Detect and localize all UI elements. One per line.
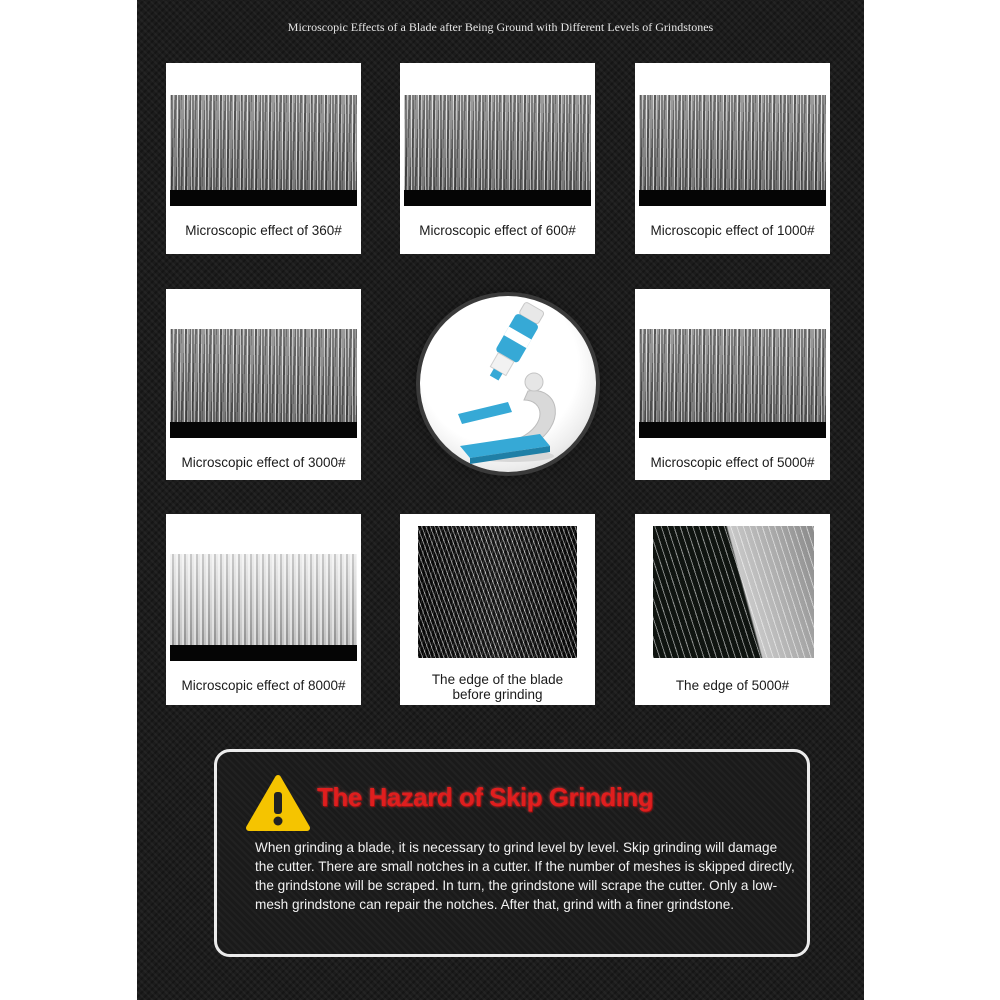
card-caption-line1: The edge of the blade (431, 672, 564, 687)
card-5000 (635, 289, 830, 480)
card-caption: Microscopic effect of 8000# (181, 678, 346, 693)
micrograph-image (170, 554, 357, 661)
card-caption: Microscopic effect of 5000# (650, 455, 815, 470)
micrograph-image (170, 95, 357, 206)
card-3000 (166, 289, 361, 480)
micrograph-image (170, 329, 357, 438)
card-600 (400, 63, 595, 254)
micrograph-image (639, 329, 826, 438)
page-title: Microscopic Effects of a Blade after Being Ground with Different Levels of Grindstones (287, 20, 714, 34)
blade-edge-image (418, 526, 577, 658)
card-edge-5000 (635, 514, 830, 705)
card-caption: Microscopic effect of 600# (419, 223, 576, 238)
microscope-badge (420, 296, 596, 472)
hazard-body: When grinding a blade, it is necessary to grind level by level. Skip grinding will damage the cutter. There are small notches in a cutter. If the number of meshes is skipped directly, the grindstone will be scraped. In turn, the grindstone will scrape the cutter. Only a low-mesh grindstone can repair the notches. After that, grind with a finer grindstone. (255, 840, 795, 912)
hazard-title: The Hazard of Skip Grinding (317, 782, 654, 812)
card-caption: Microscopic effect of 360# (185, 223, 342, 238)
blade-edge-image (653, 526, 814, 658)
microscope-icon (420, 296, 596, 472)
card-1000 (635, 63, 830, 254)
card-caption-line2: before grinding (452, 687, 543, 702)
card-8000 (166, 514, 361, 705)
card-caption: The edge of 5000# (675, 678, 790, 693)
micrograph-image (404, 95, 591, 206)
hazard-box (214, 749, 810, 957)
card-caption: Microscopic effect of 1000# (650, 223, 815, 238)
warning-triangle-icon (245, 774, 311, 832)
card-edge-before (400, 514, 595, 705)
card-caption: Microscopic effect of 3000# (181, 455, 346, 470)
card-360 (166, 63, 361, 254)
micrograph-image (639, 95, 826, 206)
